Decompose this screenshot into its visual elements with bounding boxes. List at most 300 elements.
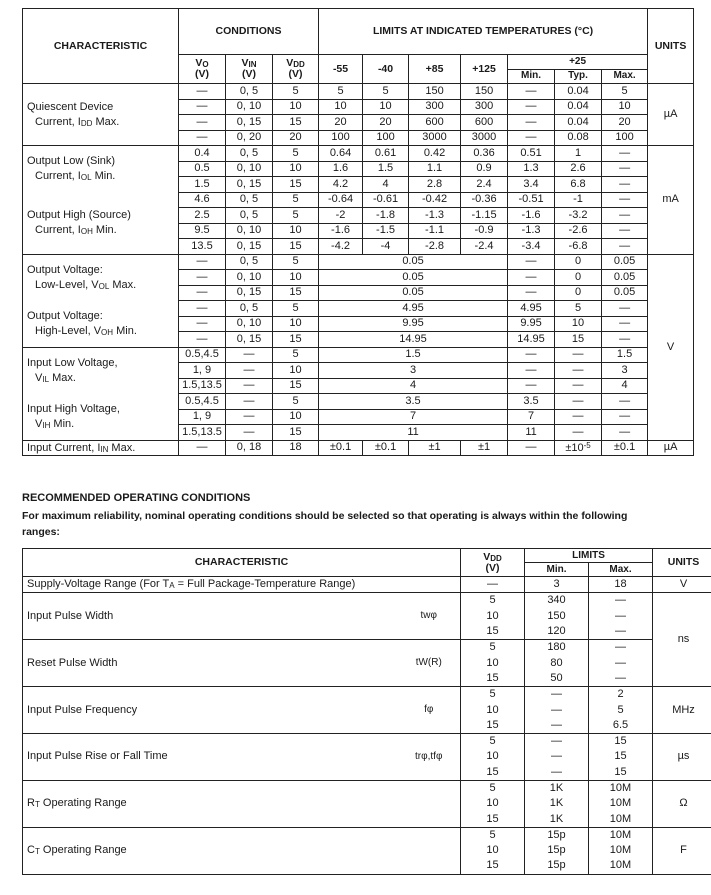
cell-min: 180 [525,640,589,656]
header-max: Max. [602,69,648,84]
cell-vdd: 15 [461,671,525,687]
cell-units: mA [648,146,694,255]
table-row [23,827,711,843]
cell-typ: 0.04 [555,99,602,115]
characteristic-label: Input Low Voltage, VIL Max. [23,347,179,394]
cell-temp-span: 0.05 [319,285,508,301]
cell-temp-span: 4 [319,378,508,394]
cell-min: 120 [525,624,589,640]
cell-m40: ±0.1 [363,440,409,456]
cell-vdd: 10 [273,316,319,332]
cell-vdd: 5 [273,347,319,363]
cell-min: 1K [525,796,589,811]
cell-max: 6.5 [589,718,653,734]
cell-typ: 0 [555,254,602,270]
cell-min: 9.95 [508,316,555,332]
cell-vo: — [179,99,226,115]
characteristic-label: Quiescent Device Current, IDD Max. [23,84,179,146]
cell-vdd: 15 [273,115,319,131]
cell-min: 80 [525,655,589,670]
cell-min: — [508,84,555,100]
cell-min: — [508,99,555,115]
cell-max: 18 [589,577,653,593]
cell-m40: -1.8 [363,208,409,224]
cell-max: — [589,624,653,640]
cell-vo: 1, 9 [179,409,226,425]
symbol: tW(R) [398,640,461,687]
table-row [23,84,694,100]
cell-min: — [525,733,589,749]
cell-p125: 300 [461,99,508,115]
cell-vin: 0, 5 [226,84,273,100]
cell-m55: 5 [319,84,363,100]
cell-min: — [508,347,555,363]
cell-p125: ±1 [461,440,508,456]
cell-max: — [602,301,648,317]
cell-min: 7 [508,409,555,425]
cell-m55: 1.6 [319,161,363,177]
cell-max: 100 [602,130,648,146]
header-min: Min. [508,69,555,84]
characteristic-label: Output Voltage: High-Level, VOH Min. [23,301,179,348]
cell-vdd: 10 [461,749,525,764]
characteristic-label: Output Low (Sink) Current, IOL Min. [23,146,179,193]
cell-p85: ±1 [409,440,461,456]
cell-vo: 0.5,4.5 [179,394,226,410]
characteristic-label: Input Pulse Width [23,593,398,640]
characteristic-label: Reset Pulse Width [23,640,398,687]
cell-vdd: 10 [461,655,525,670]
cell-vin: 0, 10 [226,316,273,332]
cell-vo: — [179,115,226,131]
cell-vdd: 5 [273,301,319,317]
cell-p85: 150 [409,84,461,100]
cell-vo: — [179,254,226,270]
symbol: trφ,tfφ [398,733,461,780]
cell-m40: 10 [363,99,409,115]
cell-vin: — [226,347,273,363]
cell-vin: 0, 20 [226,130,273,146]
cell-vin: 0, 10 [226,161,273,177]
cell-p85: 1.1 [409,161,461,177]
cell-vdd: 10 [461,796,525,811]
cell-vdd: 15 [273,285,319,301]
cell-min: 15p [525,827,589,843]
cell-typ: -2.6 [555,223,602,239]
header-typ: Typ. [555,69,602,84]
cell-vdd: 10 [461,609,525,624]
cell-typ: -6.8 [555,239,602,255]
cell-max: — [602,332,648,348]
cell-typ: 6.8 [555,177,602,193]
cell-vdd: 20 [273,130,319,146]
cell-units: V [648,254,694,440]
cell-max: — [602,208,648,224]
cell-max: 10 [602,99,648,115]
cell-p125: 0.36 [461,146,508,162]
cell-units: ns [653,593,711,687]
cell-vdd: 5 [273,192,319,208]
cell-vdd: 5 [461,640,525,656]
cell-p85: 3000 [409,130,461,146]
cell-m55: -1.6 [319,223,363,239]
header-vdd: VDD (V) [273,55,319,84]
cell-min: 3.4 [508,177,555,193]
cell-max: 0.05 [602,285,648,301]
cell-max: 15 [589,765,653,781]
cell-p125: 3000 [461,130,508,146]
cell-vdd: 10 [273,270,319,286]
cell-vo: 9.5 [179,223,226,239]
cell-vo: 13.5 [179,239,226,255]
header-characteristic: CHARACTERISTIC [23,549,461,577]
cell-max: — [589,609,653,624]
cell-max: 1.5 [602,347,648,363]
cell-max: 10M [589,858,653,874]
cell-max: 10M [589,827,653,843]
cell-temp-span: 0.05 [319,270,508,286]
characteristic-label: Input Current, IIN Max. [23,440,179,456]
cell-vin: 0, 15 [226,115,273,131]
cell-vin: 0, 10 [226,223,273,239]
cell-min: — [525,687,589,703]
cell-max: — [589,593,653,609]
cell-vin: 0, 5 [226,146,273,162]
cell-temp-span: 7 [319,409,508,425]
cell-typ: 0.04 [555,84,602,100]
cell-min: 15p [525,858,589,874]
cell-vo: — [179,270,226,286]
symbol: fφ [398,687,461,734]
cell-vdd: 5 [461,593,525,609]
cell-typ: 5 [555,301,602,317]
cell-temp-span: 14.95 [319,332,508,348]
cell-vo: — [179,440,226,456]
characteristic-label: Supply-Voltage Range (For TA = Full Package-Temperature Range) [23,577,461,593]
cell-vin: 0, 15 [226,332,273,348]
header-limits: LIMITS [525,549,653,563]
cell-m55: -2 [319,208,363,224]
cell-m55: -4.2 [319,239,363,255]
cell-max: — [602,409,648,425]
cell-p125: -0.9 [461,223,508,239]
cell-vdd: 15 [273,239,319,255]
characteristic-label: Output Voltage: Low-Level, VOL Max. [23,254,179,301]
cell-max: 10M [589,843,653,858]
cell-min: 11 [508,425,555,441]
header-max: Max. [589,563,653,577]
cell-max: 15 [589,733,653,749]
cell-m40: 100 [363,130,409,146]
cell-vdd: 10 [461,702,525,717]
cell-max: — [602,161,648,177]
cell-typ: — [555,378,602,394]
cell-min: 0.51 [508,146,555,162]
cell-m40: 5 [363,84,409,100]
cell-m40: 4 [363,177,409,193]
cell-units: MHz [653,687,711,734]
cell-max: 0.05 [602,270,648,286]
cell-vin: 0, 15 [226,285,273,301]
header-temp-p25: +25 [508,55,648,70]
cell-max: — [602,316,648,332]
cell-typ: — [555,363,602,379]
cell-vo: 0.5,4.5 [179,347,226,363]
cell-typ: 0.04 [555,115,602,131]
cell-temp-span: 11 [319,425,508,441]
recommended-conditions-table [22,548,711,875]
symbol [398,827,461,874]
cell-p125: -2.4 [461,239,508,255]
header-limits: LIMITS AT INDICATED TEMPERATURES (°C) [319,9,648,55]
cell-units: F [653,827,711,874]
cell-units: µs [653,733,711,780]
cell-typ: $\pm 10^{-5}$ [555,440,602,456]
cell-min: -3.4 [508,239,555,255]
cell-vdd: 5 [273,84,319,100]
static-characteristics-table [22,8,694,456]
header-vo: VO (V) [179,55,226,84]
cell-vin: 0, 5 [226,301,273,317]
table-row [23,593,711,609]
cell-temp-span: 9.95 [319,316,508,332]
cell-max: — [602,425,648,441]
cell-vo: 1.5 [179,177,226,193]
cell-m55: 10 [319,99,363,115]
symbol: twφ [398,593,461,640]
cell-vo: — [179,130,226,146]
cell-typ: 0 [555,285,602,301]
cell-vdd: 10 [273,161,319,177]
cell-vdd: 15 [461,858,525,874]
table-row [23,780,711,796]
cell-vo: — [179,332,226,348]
cell-max: — [602,177,648,193]
cell-min: 4.95 [508,301,555,317]
cell-vin: — [226,409,273,425]
cell-min: 340 [525,593,589,609]
cell-vdd: 5 [273,146,319,162]
characteristic-label: CT Operating Range [23,827,398,874]
cell-min: 15p [525,843,589,858]
table-row [23,301,694,317]
cell-m40: -1.5 [363,223,409,239]
characteristic-label: Input Pulse Rise or Fall Time [23,733,398,780]
cell-min: — [508,285,555,301]
cell-vin: 0, 5 [226,192,273,208]
table-row [23,394,694,410]
cell-vin: 0, 15 [226,177,273,193]
cell-vdd: 18 [273,440,319,456]
cell-max: — [602,223,648,239]
cell-m55: 4.2 [319,177,363,193]
cell-vo: — [179,316,226,332]
cell-temp-span: 3.5 [319,394,508,410]
header-units: UNITS [648,9,694,84]
section-title: RECOMMENDED OPERATING CONDITIONS [22,492,251,504]
cell-vdd: 5 [273,208,319,224]
cell-max: 5 [589,702,653,717]
cell-units: Ω [653,780,711,827]
cell-typ: — [555,409,602,425]
cell-vdd: 15 [461,624,525,640]
header-vin: VIN (V) [226,55,273,84]
cell-typ: -1 [555,192,602,208]
cell-vin: — [226,378,273,394]
cell-vo: — [179,285,226,301]
cell-vo: 1, 9 [179,363,226,379]
table-row [23,733,711,749]
cell-max: — [589,640,653,656]
cell-vdd: 10 [273,99,319,115]
cell-min: — [508,440,555,456]
cell-vin: 0, 10 [226,99,273,115]
cell-vdd: 15 [273,425,319,441]
cell-vin: 0, 5 [226,208,273,224]
cell-min: — [508,378,555,394]
cell-m40: 1.5 [363,161,409,177]
header-temp-p85: +85 [409,55,461,84]
table-row [23,687,711,703]
cell-typ: — [555,425,602,441]
table-row [23,577,711,593]
cell-typ: 0.08 [555,130,602,146]
cell-vdd: 5 [461,827,525,843]
section-subtitle: For maximum reliability, nominal operating conditions should be selected so that operating is always within the following ranges: [22,510,628,538]
cell-min: 3 [525,577,589,593]
header-temp-p125: +125 [461,55,508,84]
cell-m55: 0.64 [319,146,363,162]
cell-typ: -3.2 [555,208,602,224]
cell-m55: 100 [319,130,363,146]
cell-typ: 1 [555,146,602,162]
cell-max: 0.05 [602,254,648,270]
cell-min: 14.95 [508,332,555,348]
cell-min: — [525,718,589,734]
cell-min: — [525,765,589,781]
cell-p85: -1.3 [409,208,461,224]
cell-vdd: 10 [273,409,319,425]
cell-typ: 10 [555,316,602,332]
cell-vo: — [179,301,226,317]
characteristic-label: Output High (Source) Current, IOH Min. [23,192,179,254]
cell-vdd: 5 [273,254,319,270]
characteristic-label: Input High Voltage, VIH Min. [23,394,179,441]
cell-min: 1.3 [508,161,555,177]
cell-m40: 0.61 [363,146,409,162]
cell-p125: -1.15 [461,208,508,224]
cell-max: 20 [602,115,648,131]
cell-max: 4 [602,378,648,394]
cell-vdd: 15 [273,378,319,394]
cell-p85: 300 [409,99,461,115]
characteristic-label: Input Pulse Frequency [23,687,398,734]
table-row [23,146,694,162]
cell-vin: — [226,394,273,410]
cell-max: ±0.1 [602,440,648,456]
cell-min: — [508,270,555,286]
cell-vin: 0, 10 [226,270,273,286]
symbol [398,780,461,827]
cell-vdd: 5 [273,394,319,410]
cell-m55: -0.64 [319,192,363,208]
cell-p85: -0.42 [409,192,461,208]
table-row [23,440,694,456]
cell-vdd: 5 [461,733,525,749]
header-vdd: VDD (V) [461,549,525,577]
cell-vdd: 10 [273,223,319,239]
table-row [23,254,694,270]
cell-p85: 600 [409,115,461,131]
cell-p125: 0.9 [461,161,508,177]
cell-min: -0.51 [508,192,555,208]
header-min: Min. [525,563,589,577]
cell-typ: 2.6 [555,161,602,177]
cell-temp-span: 1.5 [319,347,508,363]
table-row [23,347,694,363]
cell-max: — [602,394,648,410]
cell-min: — [508,115,555,131]
cell-typ: 0 [555,270,602,286]
cell-max: 15 [589,749,653,764]
cell-p125: 150 [461,84,508,100]
cell-max: 10M [589,811,653,827]
cell-vdd: 15 [273,177,319,193]
cell-vo: 0.4 [179,146,226,162]
header-temp-m40: -40 [363,55,409,84]
cell-vin: 0, 5 [226,254,273,270]
cell-min: 150 [525,609,589,624]
cell-min: — [525,702,589,717]
cell-units: µA [648,440,694,456]
cell-typ: 15 [555,332,602,348]
cell-max: 10M [589,780,653,796]
cell-min: 50 [525,671,589,687]
cell-max: 2 [589,687,653,703]
header-conditions: CONDITIONS [179,9,319,55]
cell-p85: 2.8 [409,177,461,193]
cell-vdd: 10 [273,363,319,379]
cell-vin: 0, 15 [226,239,273,255]
cell-max: 10M [589,796,653,811]
cell-p125: 2.4 [461,177,508,193]
cell-min: -1.3 [508,223,555,239]
cell-m40: -0.61 [363,192,409,208]
cell-p125: -0.36 [461,192,508,208]
cell-max: — [602,146,648,162]
cell-vin: 0, 18 [226,440,273,456]
header-units: UNITS [653,549,711,577]
cell-max: 3 [602,363,648,379]
cell-vdd: 15 [461,718,525,734]
cell-units: V [653,577,711,593]
cell-m55: 20 [319,115,363,131]
cell-p125: 600 [461,115,508,131]
cell-max: — [602,192,648,208]
cell-min: — [508,130,555,146]
cell-vo: 1.5,13.5 [179,378,226,394]
cell-temp-span: 3 [319,363,508,379]
cell-vdd: 15 [461,765,525,781]
cell-vo: — [179,84,226,100]
table-row [23,640,711,656]
cell-vin: — [226,363,273,379]
cell-units: µA [648,84,694,146]
cell-p85: -1.1 [409,223,461,239]
cell-max: — [589,671,653,687]
cell-m40: -4 [363,239,409,255]
cell-min: -1.6 [508,208,555,224]
